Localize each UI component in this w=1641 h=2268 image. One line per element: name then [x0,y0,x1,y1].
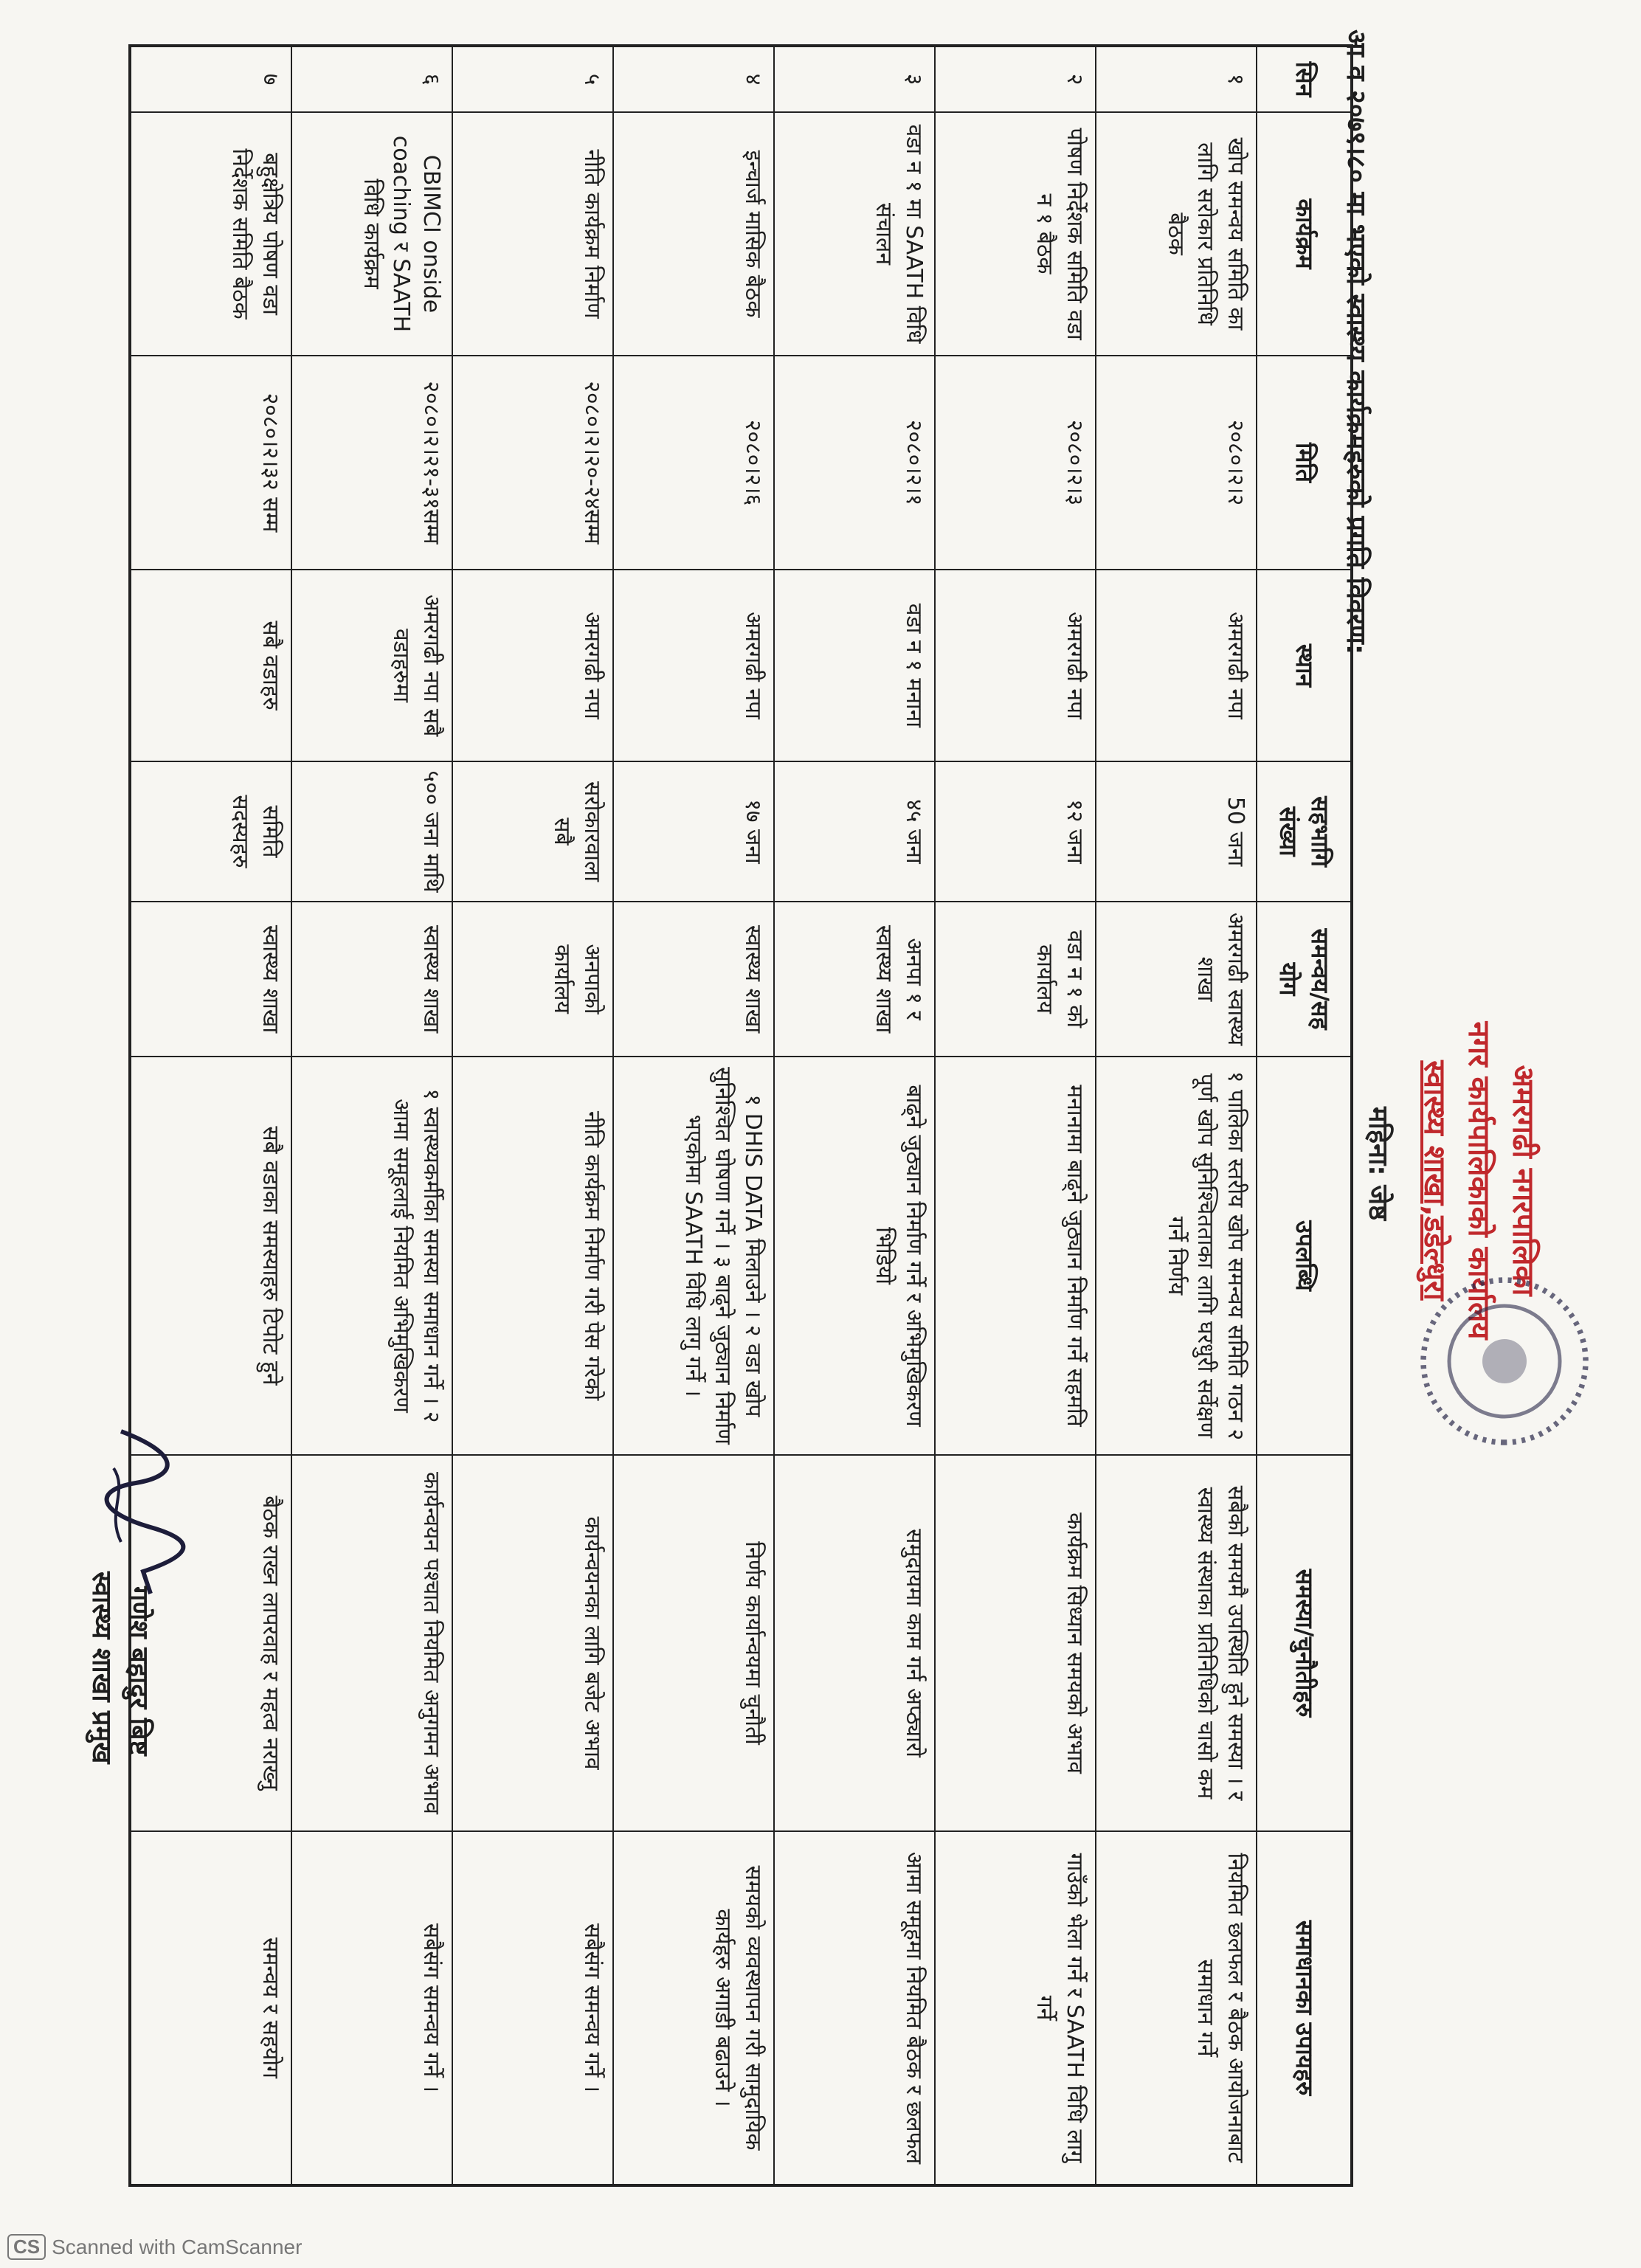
cell-achievement: नीति कार्यक्रम निर्माण गरी पेस गरेको [452,1057,613,1455]
cell-program: इन्चार्ज मासिक बैठक [613,112,774,356]
scanner-text: Scanned with CamScanner [52,2235,303,2258]
cell-participants: १२ जना [935,761,1096,902]
cell-problems: कार्यक्रम सिध्यान समयको अभाव [935,1455,1096,1831]
cell-sn: २ [935,46,1096,112]
column-header: सिन [1257,46,1352,112]
cell-date: २०८०।२।२ [1096,356,1257,570]
table-row [291,46,452,2185]
camscanner-logo-icon: CS [7,2234,46,2260]
cell-coordination: वडा न १ को कार्यालय [935,902,1096,1057]
cell-sn: ७ [130,46,291,112]
cell-achievement: सबै वडाका समस्याहरु टिपोट हुने [130,1057,291,1455]
cell-achievement: १ पालिका स्तरीय खोप समन्वय समिति गठन २ पूर्ण खोप सुनिश्चितताका लागि घरधुरी सर्वेक्षण गर्ने निर्णय [1096,1057,1257,1455]
column-header: स्थान [1257,570,1352,761]
cell-achievement: १ DHIS DATA मिलाउने । २ वडा खोप सुनिश्चित घोषणा गर्ने । ३ बाढ्ने जुठ्यान निर्माण भएकोमा SAATH विधि लागु गर्ने । [613,1057,774,1455]
cell-solutions: सबैसंग समन्वय गर्ने । [291,1831,452,2185]
cell-date: २०८०।२।२०-२४सम्म [452,356,613,570]
org-name: अमरगढी नगरपालिका [1506,1065,1540,1296]
cell-place: वडा न १ मनाना [774,570,935,761]
cell-sn: ५ [452,46,613,112]
cell-coordination: स्वास्थ्य शाखा [130,902,291,1057]
cell-sn: ४ [613,46,774,112]
column-header: समाधानका उपायहरु [1257,1831,1352,2185]
cell-problems: कार्यन्वयनका लागि बजेट अभाव [452,1455,613,1831]
cell-place: अमरगढी नपा [935,570,1096,761]
table-row [935,46,1096,2185]
progress-table [128,44,1353,2187]
cell-program: खोप समन्वय समिति का लागि सरोकार प्रतिनिधि बैठक [1096,112,1257,356]
cell-participants: ४५ जना [774,761,935,902]
cell-place: अमरगढी नपा [1096,570,1257,761]
cell-sn: १ [1096,46,1257,112]
cell-program: नीति कार्यक्रम निर्माण [452,112,613,356]
table-row [452,46,613,2185]
cell-date: २०८०।२।३ [935,356,1096,570]
column-header: कार्यक्रम [1257,112,1352,356]
cell-date: २०८०।२।३२ सम्म [130,356,291,570]
month-line: महिना: जेष्ठ [1363,1107,1393,1221]
scanner-watermark [7,2234,302,2260]
cell-problems: समुदायमा काम गर्न अप्ठ्यारो [774,1455,935,1831]
cell-problems: सबैको समयमै उपस्थिति हुने समस्या । र स्वास्थ्य संस्थाका प्रतिनिधिको चासो कम [1096,1455,1257,1831]
cell-program: CBIMCI onside coaching र SAATH विधि कार्यक्रम [291,112,452,356]
cell-program: पोषण निर्देशक समिति वडा न १ बैठक [935,112,1096,356]
cell-problems: निर्णय कार्यान्वयमा चुनौती [613,1455,774,1831]
office-seal-icon [1412,1269,1597,1453]
table-body [130,46,1257,2185]
cell-place: अमरगढी नपा सबै वडाहरुमा [291,570,452,761]
cell-sn: ६ [291,46,452,112]
cell-achievement: १ स्वास्थ्यकर्मीका समस्या समाधान गर्ने । २ आमा समूहलाई नियमित अभिमुखिकरण [291,1057,452,1455]
cell-sn: ३ [774,46,935,112]
cell-problems: बैठक राख्न लापरवाह र महत्व नराख्नु [130,1455,291,1831]
cell-coordination: स्वास्थ्य शाखा [613,902,774,1057]
table-row [1096,46,1257,2185]
cell-problems: कार्यन्वयन पश्चात नियमित अनुगमन अभाव [291,1455,452,1831]
cell-coordination: अनपा १ र स्वास्थ्य शाखा [774,902,935,1057]
column-header: समन्वय/सह योग [1257,902,1352,1057]
branch-name: स्वास्थ्य शाखा,डडेल्धुरा [1417,1060,1451,1301]
cell-achievement: बाढ्ने जुठ्यान निर्माण गर्ने र अभिमुखिकरण भिडियो [774,1057,935,1455]
cell-solutions: समन्वय र सहयोग [130,1831,291,2185]
cell-solutions: आमा समूहमा नियमित बैठक र छलफल [774,1831,935,2185]
cell-date: २०८०।२।१ [774,356,935,570]
signer-title: स्वास्थ्य शाखा प्रमुख [86,1572,117,1764]
cell-program: वडा न १ मा SAATH विधि संचालन [774,112,935,356]
column-header: मिति [1257,356,1352,570]
cell-place: अमरगढी नपा [613,570,774,761]
signer-name: गणेश बहादुर बिष्ट [123,1586,153,1756]
cell-participants: समिति सदस्यहरु [130,761,291,902]
cell-coordination: स्वास्थ्य शाखा [291,902,452,1057]
cell-participants: ५०० जना माथि [291,761,452,902]
column-header: सहभागि संख्या [1257,761,1352,902]
office-name: नगर कार्यपालिकाको कार्यालय [1462,1021,1496,1340]
report-title: आ व २०७९।८० मा भएको स्वास्थ्य कार्यक्रमहरुको प्रगति विवरण: [1341,30,1371,655]
table-row [613,46,774,2185]
cell-participants: १७ जना [613,761,774,902]
cell-date: २०८०।२।६ [613,356,774,570]
table-row [774,46,935,2185]
cell-place: सबै वडाहरु [130,570,291,761]
cell-achievement: मनानामा बाढ्ने जुठ्यान निर्माण गर्ने सहमति [935,1057,1096,1455]
cell-coordination: अनपाको कार्यालय [452,902,613,1057]
cell-date: २०८०।२।२१-३१सम्म [291,356,452,570]
cell-coordination: अमरगढी स्वास्थ्य शाखा [1096,902,1257,1057]
table-row [130,46,291,2185]
column-header: उपलब्धि [1257,1057,1352,1455]
cell-place: अमरगढी नपा [452,570,613,761]
cell-solutions: नियमित छलफल र बैठक आयोजनाबाट समाधान गर्ने [1096,1831,1257,2185]
cell-participants: 50 जना [1096,761,1257,902]
cell-program: बहुक्षेत्रिय पोषण वडा निर्देशक समिति बैठक [130,112,291,356]
cell-solutions: सबैसंग समन्वय गर्ने । [452,1831,613,2185]
cell-solutions: गाउँको भेला गर्ने र SAATH विधि लागु गर्ने [935,1831,1096,2185]
table-header-row [1257,46,1352,2185]
column-header: समस्या/चुनौतीहरु [1257,1455,1352,1831]
cell-solutions: समयको व्यवस्थापन गरी सामुदायिक कार्यहरु अगाडी बढाउने । [613,1831,774,2185]
cell-participants: सरोकारवाला सबै [452,761,613,902]
